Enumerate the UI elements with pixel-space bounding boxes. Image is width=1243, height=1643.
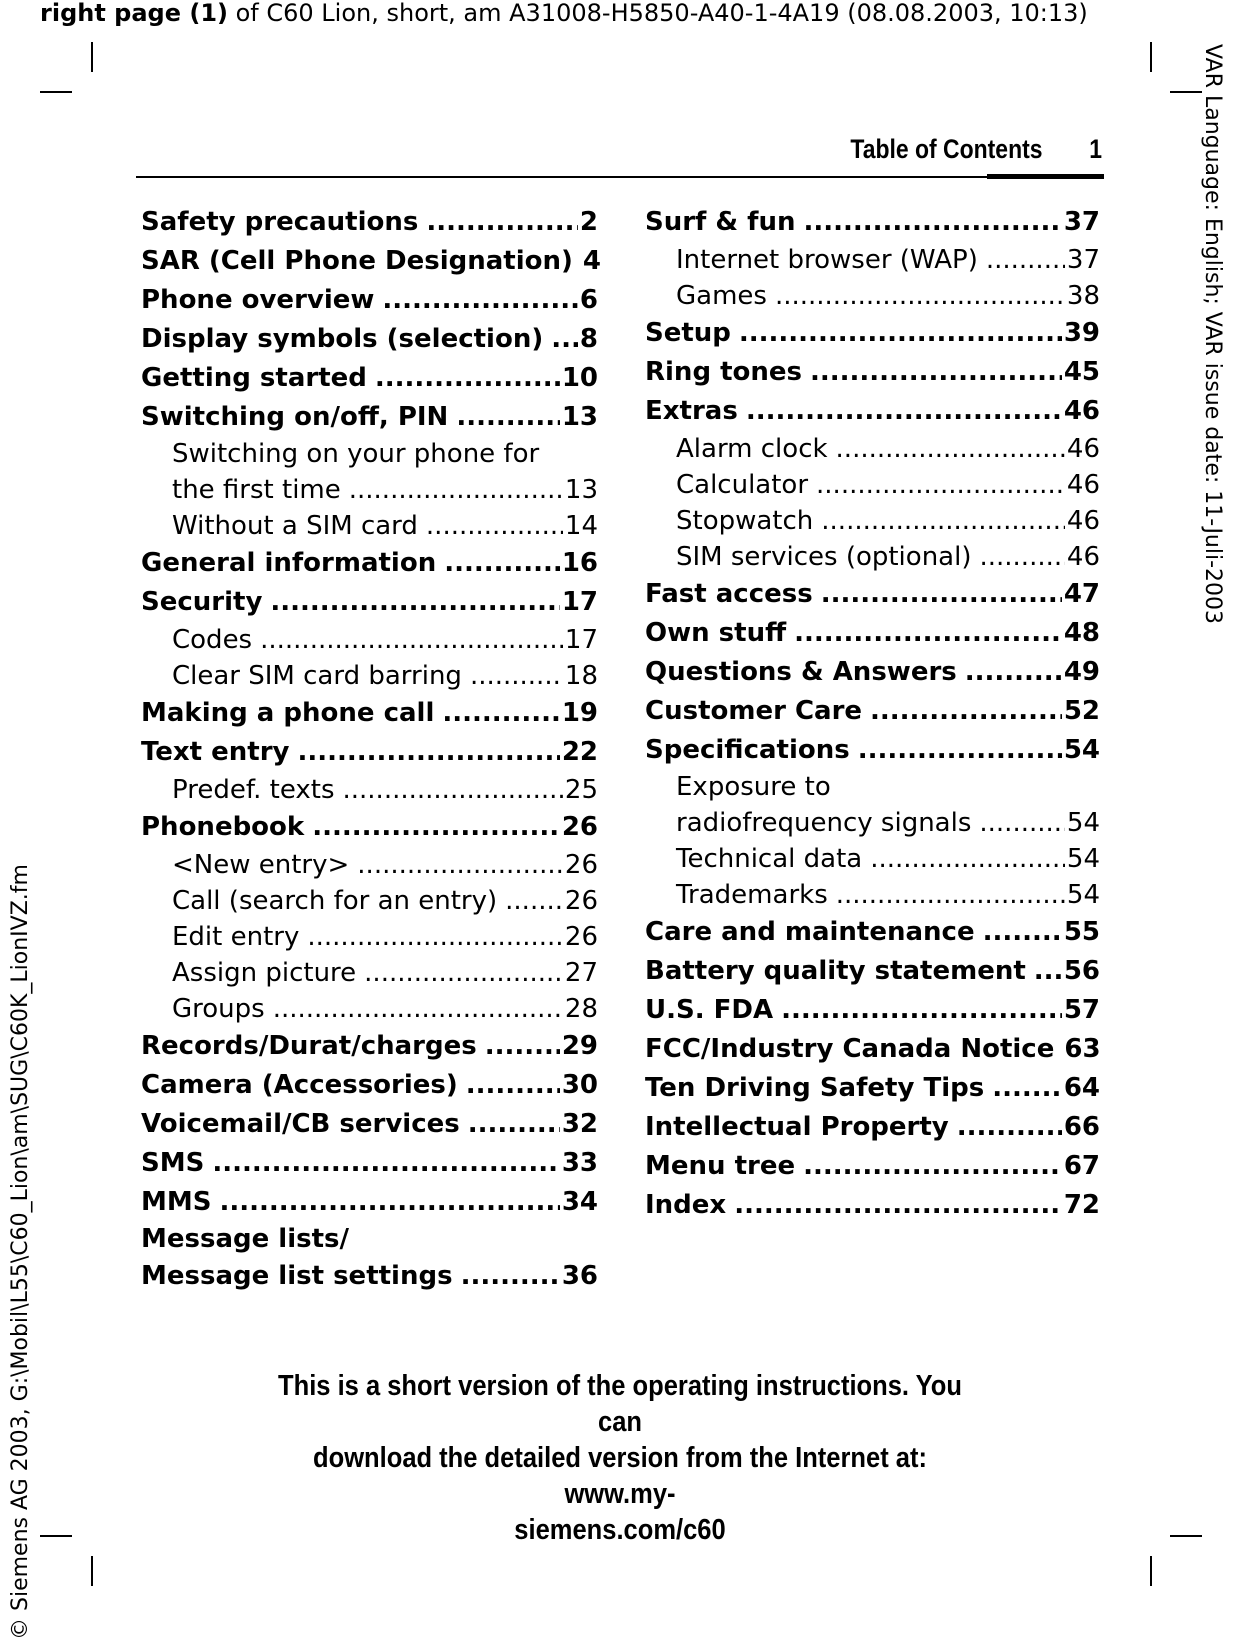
toc-entry-title: Care and maintenance xyxy=(645,917,975,947)
toc-entry[interactable] xyxy=(645,731,1100,770)
toc-entry-page: 8 xyxy=(579,324,598,354)
toc-entry-page: 55 xyxy=(1063,917,1100,947)
toc-entry[interactable] xyxy=(645,242,1100,278)
toc-entry-title: Own stuff xyxy=(645,618,787,648)
toc-leader-dots xyxy=(375,359,560,398)
toc-entry-page: 67 xyxy=(1063,1151,1100,1181)
toc-entry-title: Making a phone call xyxy=(141,698,435,728)
toc-entry-page: 26 xyxy=(564,850,598,880)
toc-entry-page: 54 xyxy=(1066,880,1100,910)
toc-entry-page: 18 xyxy=(564,661,598,691)
toc-entry-title: Security xyxy=(141,587,263,617)
toc-entry-page: 30 xyxy=(561,1070,598,1100)
toc-entry-title: Groups xyxy=(172,994,265,1024)
toc-entry[interactable] xyxy=(645,539,1100,575)
toc-entry-page: 22 xyxy=(561,737,598,767)
toc-entry[interactable] xyxy=(141,242,601,281)
toc-leader-dots xyxy=(456,398,560,437)
toc-leader-dots xyxy=(983,913,1062,952)
toc-leader-dots xyxy=(870,841,1065,877)
toc-leader-dots xyxy=(794,614,1062,653)
toc-entry-title: radiofrequency signals xyxy=(676,808,972,838)
toc-entry-title: Getting started xyxy=(141,363,367,393)
toc-leader-dots xyxy=(298,733,560,772)
toc-entry-title: Camera (Accessories) xyxy=(141,1070,458,1100)
toc-leader-dots xyxy=(466,1066,560,1105)
toc-leader-dots xyxy=(836,877,1065,913)
toc-entry-title: Records/Durat/charges xyxy=(141,1031,477,1061)
toc-entry[interactable] xyxy=(141,1027,598,1066)
toc-entry-title: Menu tree xyxy=(645,1151,796,1181)
toc-entry-page: 19 xyxy=(561,698,598,728)
toc-entry-page: 33 xyxy=(561,1148,598,1178)
toc-entry[interactable] xyxy=(645,913,1100,952)
toc-entry-title: General information xyxy=(141,548,437,578)
running-head-title: Table of Contents xyxy=(850,134,1043,164)
toc-leader-dots xyxy=(1034,952,1062,991)
toc-entry-page: 14 xyxy=(564,511,598,541)
toc-entry-page: 46 xyxy=(1066,470,1100,500)
toc-entry-title: Exposure to xyxy=(676,772,831,802)
toc-entry-page: 13 xyxy=(561,402,598,432)
toc-entry-title: Text entry xyxy=(141,737,290,767)
footer-line: siemens.com/c60 xyxy=(514,1514,726,1546)
toc-entry-page: 46 xyxy=(1066,434,1100,464)
toc-entry[interactable] xyxy=(141,733,598,772)
toc-leader-dots xyxy=(816,467,1065,503)
crop-mark xyxy=(91,1556,93,1586)
toc-entry-page: 52 xyxy=(1063,696,1100,726)
toc-entry[interactable] xyxy=(645,1147,1100,1186)
toc-entry-title: the first time xyxy=(172,475,341,505)
header-rule xyxy=(136,176,1104,178)
print-header-rest: of C60 Lion, short, am A31008-H5850-A40-1-4A19 (08.08.2003, 10:13) xyxy=(227,0,1088,27)
toc-leader-dots xyxy=(821,575,1062,614)
toc-entry-title: SMS xyxy=(141,1148,205,1178)
toc-leader-dots xyxy=(444,544,560,583)
toc-entry[interactable] xyxy=(141,883,598,919)
toc-leader-dots xyxy=(505,883,563,919)
toc-entry[interactable] xyxy=(141,919,598,955)
toc-entry[interactable] xyxy=(141,808,598,847)
toc-entry-title: Extras xyxy=(645,396,738,426)
side-note-language: VAR Language: English; VAR issue date: 11-Juli-2003 xyxy=(1200,44,1225,625)
toc-entry-title: MMS xyxy=(141,1187,212,1217)
toc-entry-title: Setup xyxy=(645,318,731,348)
toc-entry[interactable] xyxy=(141,1257,598,1296)
toc-entry[interactable] xyxy=(645,692,1100,731)
crop-mark xyxy=(1170,1535,1202,1537)
toc-entry-page: 39 xyxy=(1063,318,1100,348)
toc-entry[interactable] xyxy=(645,841,1100,877)
toc-entry-page: 28 xyxy=(564,994,598,1024)
toc-entry[interactable] xyxy=(141,694,598,733)
toc-entry-page: 25 xyxy=(564,775,598,805)
toc-entry-page: 26 xyxy=(561,812,598,842)
crop-mark xyxy=(1150,1556,1152,1586)
running-head-page-number: 1 xyxy=(1089,134,1102,164)
toc-entry-title: Technical data xyxy=(676,844,863,874)
toc-entry[interactable] xyxy=(645,653,1100,692)
toc-entry-title: Alarm clock xyxy=(676,434,828,464)
toc-entry[interactable] xyxy=(645,278,1100,314)
toc-entry[interactable] xyxy=(645,314,1100,353)
toc-entry-title: Trademarks xyxy=(676,880,828,910)
toc-entry-title: Battery quality statement xyxy=(645,956,1026,986)
toc-entry[interactable] xyxy=(141,544,598,583)
toc-entry[interactable] xyxy=(645,575,1100,614)
toc-entry-title: <New entry> xyxy=(172,850,350,880)
toc-entry-title: Specifications xyxy=(645,735,850,765)
toc-entry[interactable] xyxy=(645,203,1100,242)
print-header-label: right page (1) xyxy=(40,0,228,27)
toc-entry-page: 32 xyxy=(561,1109,598,1139)
footer-line: This is a short version of the operating instructions. You can xyxy=(278,1370,962,1438)
toc-leader-dots xyxy=(992,1069,1062,1108)
toc-entry-title: Phone overview xyxy=(141,285,375,315)
toc-entry-title: SAR (Cell Phone Designation) xyxy=(141,246,573,276)
toc-entry-page: 54 xyxy=(1063,735,1100,765)
toc-entry-title: Call (search for an entry) xyxy=(172,886,498,916)
toc-entry-page: 16 xyxy=(561,548,598,578)
toc-entry-title: Codes xyxy=(172,625,253,655)
crop-mark xyxy=(1170,91,1202,93)
toc-entry-page: 10 xyxy=(561,363,598,393)
toc-entry-page: 46 xyxy=(1063,396,1100,426)
toc-leader-dots xyxy=(775,278,1065,314)
toc-entry-title: Intellectual Property xyxy=(645,1112,949,1142)
toc-entry-title-line xyxy=(141,1222,598,1257)
toc-leader-dots xyxy=(739,314,1062,353)
toc-entry[interactable] xyxy=(141,1183,598,1222)
toc-leader-dots xyxy=(957,1108,1062,1147)
toc-entry-page: 56 xyxy=(1063,956,1100,986)
toc-entry[interactable] xyxy=(141,320,598,359)
toc-entry-title: Message lists/ xyxy=(141,1224,349,1254)
toc-entry[interactable] xyxy=(645,614,1100,653)
toc-leader-dots xyxy=(273,991,563,1027)
toc-entry[interactable] xyxy=(141,583,598,622)
toc-entry[interactable] xyxy=(645,431,1100,467)
toc-leader-dots xyxy=(986,242,1065,278)
toc-entry[interactable] xyxy=(141,1066,598,1105)
toc-entry-title: Index xyxy=(645,1190,727,1220)
toc-leader-dots xyxy=(307,919,563,955)
toc-entry[interactable] xyxy=(141,398,598,437)
toc-entry-page: 37 xyxy=(1066,245,1100,275)
toc-entry-page: 2 xyxy=(579,207,598,237)
toc-entry-page: 48 xyxy=(1063,618,1100,648)
toc-entry[interactable] xyxy=(141,658,598,694)
toc-leader-dots xyxy=(979,805,1065,841)
toc-entry[interactable] xyxy=(141,472,598,508)
toc-entry-page: 54 xyxy=(1066,844,1100,874)
toc-entry-page: 37 xyxy=(1063,207,1100,237)
toc-entry-page: 49 xyxy=(1063,657,1100,687)
toc-leader-dots xyxy=(312,808,560,847)
toc-entry-title: Ring tones xyxy=(645,357,803,387)
toc-entry[interactable] xyxy=(645,877,1100,913)
toc-leader-dots xyxy=(965,653,1062,692)
toc-entry-title: U.S. FDA xyxy=(645,995,774,1025)
toc-leader-dots xyxy=(858,731,1062,770)
toc-entry-title: Switching on your phone for xyxy=(172,439,540,469)
toc-leader-dots xyxy=(810,353,1062,392)
toc-entry-title: Questions & Answers xyxy=(645,657,957,687)
toc-entry-title: Clear SIM card barring xyxy=(172,661,462,691)
toc-entry-title: Message list settings xyxy=(141,1261,453,1291)
toc-leader-dots xyxy=(426,508,563,544)
toc-leader-dots xyxy=(212,1144,559,1183)
toc-leader-dots xyxy=(364,955,563,991)
toc-entry-title-line xyxy=(141,437,598,472)
toc-entry-page: 13 xyxy=(564,475,598,505)
toc-entry[interactable] xyxy=(645,503,1100,539)
toc-entry-title: Phonebook xyxy=(141,812,305,842)
toc-entry-title: SIM services (optional) xyxy=(676,542,972,572)
toc-entry[interactable] xyxy=(141,1105,598,1144)
toc-leader-dots xyxy=(803,1147,1062,1186)
toc-entry[interactable] xyxy=(645,991,1100,1030)
toc-entry-page: 17 xyxy=(561,587,598,617)
toc-entry-title: Internet browser (WAP) xyxy=(676,245,978,275)
toc-entry-page: 72 xyxy=(1063,1190,1100,1220)
toc-entry-title: Edit entry xyxy=(172,922,300,952)
toc-entry-page: 26 xyxy=(564,886,598,916)
toc-entry[interactable] xyxy=(141,281,598,320)
toc-entry[interactable] xyxy=(141,622,598,658)
toc-entry-title: Assign picture xyxy=(172,958,357,988)
toc-entry[interactable] xyxy=(645,1108,1100,1147)
toc-leader-dots xyxy=(382,281,578,320)
toc-entry-page: 45 xyxy=(1063,357,1100,387)
toc-entry-page: 46 xyxy=(1066,506,1100,536)
crop-mark xyxy=(40,91,72,93)
toc-entry-title: Calculator xyxy=(676,470,809,500)
toc-leader-dots xyxy=(426,203,578,242)
toc-leader-dots xyxy=(836,431,1065,467)
toc-entry[interactable] xyxy=(645,353,1100,392)
toc-leader-dots xyxy=(551,320,578,359)
toc-entry-page: 27 xyxy=(564,958,598,988)
toc-entry-title: Safety precautions xyxy=(141,207,419,237)
toc-entry[interactable] xyxy=(141,203,598,242)
toc-entry[interactable] xyxy=(141,772,598,808)
toc-entry-title-line xyxy=(645,770,1100,805)
toc-entry[interactable] xyxy=(141,359,598,398)
toc-entry-title: Without a SIM card xyxy=(172,511,418,541)
toc-entry-title: Voicemail/CB services xyxy=(141,1109,460,1139)
toc-entry-page: 34 xyxy=(561,1187,598,1217)
toc-leader-dots xyxy=(219,1183,559,1222)
toc-leader-dots xyxy=(781,991,1062,1030)
toc-leader-dots xyxy=(357,847,563,883)
toc-entry-page: 4 xyxy=(582,246,601,276)
toc-entry[interactable] xyxy=(645,805,1100,841)
toc-entry[interactable] xyxy=(141,1144,598,1183)
footer-note xyxy=(268,1368,972,1548)
toc-entry-page: 29 xyxy=(561,1031,598,1061)
toc-column-right xyxy=(645,203,1100,1225)
toc-entry[interactable] xyxy=(141,847,598,883)
toc-entry-page: 26 xyxy=(564,922,598,952)
toc-entry-page: 46 xyxy=(1066,542,1100,572)
toc-leader-dots xyxy=(260,622,563,658)
toc-entry[interactable] xyxy=(645,1069,1100,1108)
toc-entry[interactable] xyxy=(645,1186,1100,1225)
print-header xyxy=(40,0,1220,26)
toc-entry[interactable] xyxy=(141,991,598,1027)
crop-mark xyxy=(40,1535,72,1537)
toc-entry[interactable] xyxy=(645,467,1100,503)
toc-leader-dots xyxy=(270,583,559,622)
toc-leader-dots xyxy=(468,1105,560,1144)
toc-entry[interactable] xyxy=(141,508,598,544)
toc-leader-dots xyxy=(349,472,563,508)
toc-leader-dots xyxy=(803,203,1061,242)
toc-entry-title: Games xyxy=(676,281,767,311)
toc-leader-dots xyxy=(343,772,563,808)
toc-entry-title: Ten Driving Safety Tips xyxy=(645,1073,985,1103)
toc-entry-page: 47 xyxy=(1063,579,1100,609)
toc-entry-page: 38 xyxy=(1066,281,1100,311)
toc-entry-title: Fast access xyxy=(645,579,813,609)
toc-leader-dots xyxy=(870,692,1062,731)
toc-entry-page: 66 xyxy=(1063,1112,1100,1142)
toc-entry-page: 63 xyxy=(1064,1034,1101,1064)
toc-entry-title: Switching on/off, PIN xyxy=(141,402,449,432)
toc-leader-dots xyxy=(979,539,1064,575)
toc-entry-title: Stopwatch xyxy=(676,506,814,536)
toc-entry-title: Customer Care xyxy=(645,696,863,726)
crop-mark xyxy=(1150,42,1152,72)
crop-mark xyxy=(91,42,93,72)
toc-entry-title: Surf & fun xyxy=(645,207,796,237)
toc-column-left xyxy=(141,203,601,1296)
toc-leader-dots xyxy=(461,1257,560,1296)
toc-entry[interactable] xyxy=(141,955,598,991)
toc-entry[interactable] xyxy=(645,1030,1100,1069)
footer-line: download the detailed version from the Internet at: www.my- xyxy=(313,1442,927,1510)
toc-leader-dots xyxy=(821,503,1065,539)
toc-entry-page: 17 xyxy=(564,625,598,655)
toc-leader-dots xyxy=(442,694,559,733)
header-rule-accent xyxy=(987,174,1104,179)
toc-leader-dots xyxy=(746,392,1062,431)
toc-leader-dots xyxy=(734,1186,1062,1225)
running-head xyxy=(760,133,1102,165)
toc-entry-page: 6 xyxy=(579,285,598,315)
toc-entry-title: Predef. texts xyxy=(172,775,335,805)
toc-entry-title: Display symbols (selection) xyxy=(141,324,544,354)
toc-leader-dots xyxy=(470,658,563,694)
toc-entry[interactable] xyxy=(645,952,1100,991)
toc-entry-page: 57 xyxy=(1063,995,1100,1025)
toc-entry-page: 64 xyxy=(1063,1073,1100,1103)
side-note-copyright: © Siemens AG 2003, G:\Mobil\L55\C60_Lion\am\SUG\C60K_LionIVZ.fm xyxy=(8,864,33,1640)
toc-leader-dots xyxy=(485,1027,560,1066)
toc-entry[interactable] xyxy=(645,392,1100,431)
toc-entry-title: FCC/Industry Canada Notice xyxy=(645,1034,1055,1064)
toc-entry-page: 54 xyxy=(1066,808,1100,838)
toc-entry-page: 36 xyxy=(561,1261,598,1291)
